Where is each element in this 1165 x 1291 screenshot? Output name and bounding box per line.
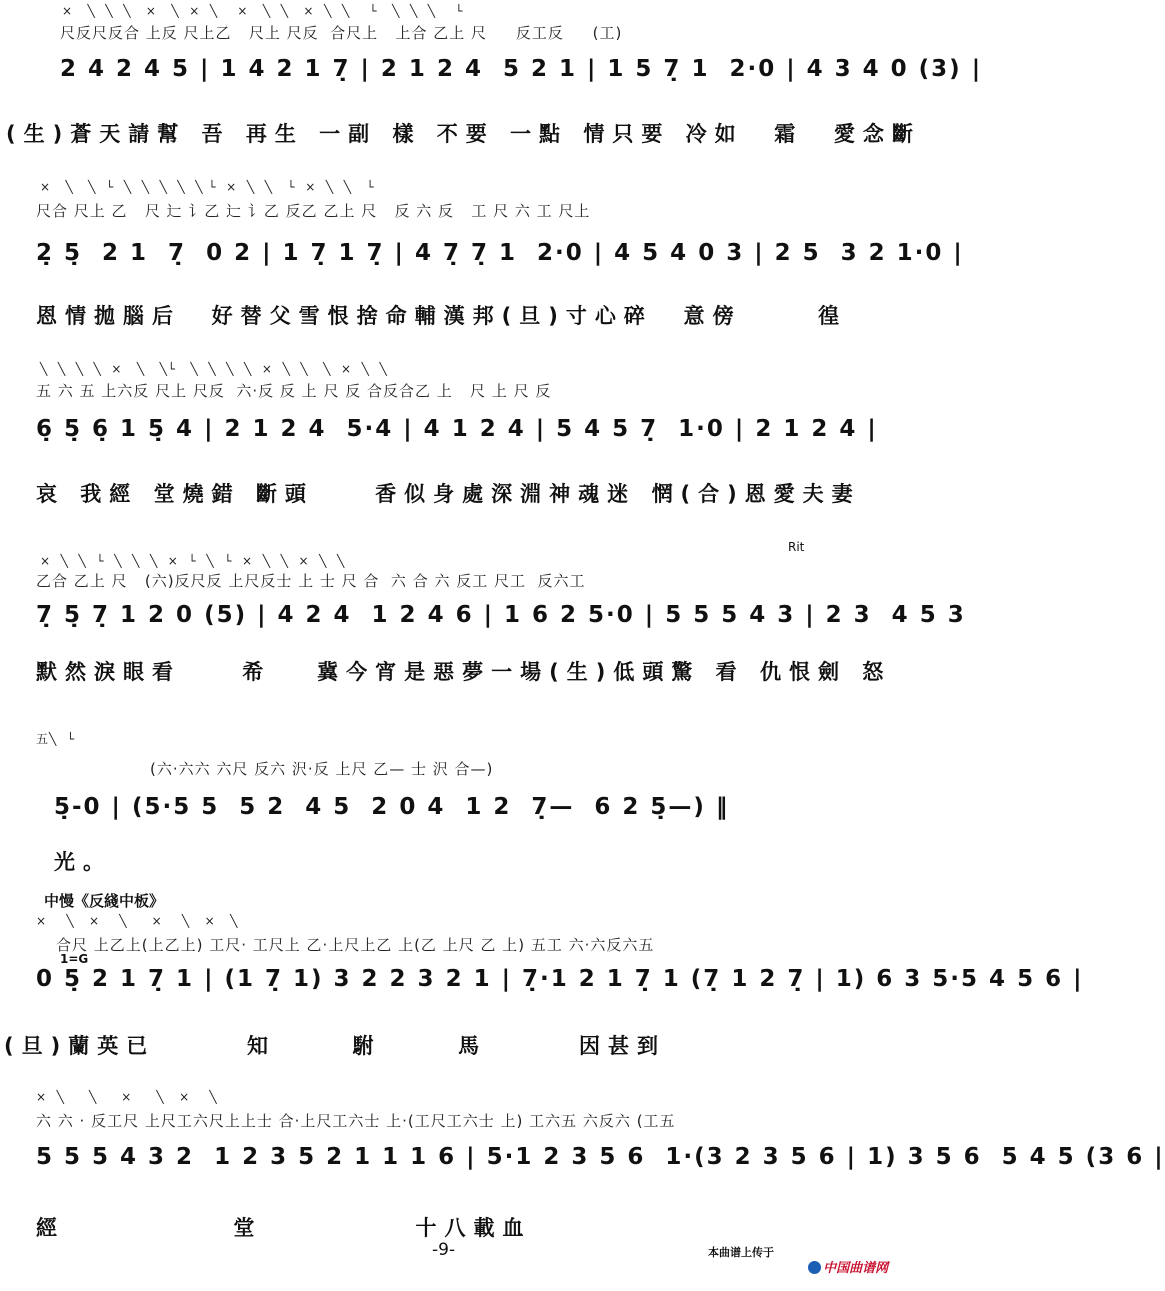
lyrics-line: 默然淚眼看 希 冀今宵是惡夢一場(生)低頭驚 看 仇恨劍 怒 — [36, 660, 892, 684]
jianpu-notation: 7̣ 5̣ 7̣ 1 2 0 (5) | 4 2 4 1 2 4 6 | 1 6 2 5·0 | 5 5 5 4 3 | 2 3 4 5 3 — [36, 602, 966, 628]
gongche-notation: 尺反尺反合 上反 尺上乙 尺上 尺反 合尺上 上合 乙上 尺 反工反 (工) — [60, 24, 623, 42]
lyrics-line: 光。 — [54, 850, 112, 874]
lyrics-line: 經 堂 十八載血 — [36, 1216, 532, 1240]
jianpu-notation: 5̣-0 | (5·5 5 5 2 4 5 2 0 4 1 2 7̣— 6 2 5̣—) ‖ — [54, 794, 730, 820]
ornament-marks: × ╲ ╲ └ ╲ ╲ ╲ ╲ ╲ └ × ╲ ╲ └ × ╲ ╲ └ — [40, 180, 375, 194]
ornament-marks: × ╲ ╲ ╲ × ╲ × ╲ × ╲ ╲ × ╲ ╲ └ ╲ ╲ ╲ └ — [62, 4, 464, 18]
ornament-marks: 五╲ └ — [36, 732, 76, 746]
page-number: -9- — [432, 1240, 456, 1260]
ornament-marks: × ╲ × ╲ × ╲ × ╲ — [36, 914, 239, 928]
lyrics-line: (生)蒼天請幫 吾 再生 一副 樣 不要 一點 情只要 冷如 霜 愛念斷 — [6, 122, 921, 146]
lyrics-line: (旦)蘭英已 知 駙 馬 因甚到 — [4, 1034, 667, 1058]
gongche-notation: 尺合 尺上 乙 尺 辷 讠乙 辷 讠乙 反乙 乙上 尺 反 六 反 工 尺 六 工 尺上 — [36, 202, 591, 220]
jianpu-notation: 2̣ 5̣ 2 1 7̣ 0 2 | 1 7̣ 1 7̣ | 4 7̣ 7̣ 1 2·0 | 4 5 4 0 3 | 2 5 3 2 1·0 | — [36, 240, 964, 266]
tempo-mark: Rit — [788, 540, 805, 554]
lyrics-line: 恩情拋腦后 好替父雪恨捨命輔漢邦(旦)寸心碎 意傍 徨 — [36, 304, 847, 328]
jianpu-notation: 5 5 5 4 3 2 1 2 3 5 2 1 1 1 6 | 5·1 2 3 5 6 1·(3 2 3 5 6 | 1) 3 5 6 5 4 5 (3 6 | — [36, 1144, 1165, 1170]
key-signature: 1=G — [60, 952, 89, 966]
site-logo — [790, 1242, 888, 1291]
ornament-marks: ╲ ╲ ╲ ╲ × ╲ ╲└ ╲ ╲ ╲ ╲ × ╲ ╲ ╲ × ╲ ╲ — [40, 362, 388, 376]
jianpu-notation: 0 5̣ 2 1 7̣ 1 | (1 7̣ 1) 3 2 2 3 2 1 | 7̣·1 2 1 7̣ 1 (7̣ 1 2 7̣ | 1) 6 3 5·5 4 5 6 | — [36, 966, 1084, 992]
upload-credit: 本曲谱上传于 — [708, 1246, 774, 1259]
gongche-notation: 五 六 五 上六反 尺上 尺反 六·反 反 上 尺 反 合反合乙 上 尺 上 尺 反 — [36, 382, 552, 400]
ornament-marks: × ╲ ╲ └ ╲ ╲ ╲ × └ ╲ └ × ╲ ╲ × ╲ ╲ — [40, 554, 346, 568]
site-logo-text: 中国曲谱网 — [823, 1261, 889, 1276]
globe-icon — [808, 1261, 821, 1274]
gongche-notation: (六·六六 六尺 反六 沢·反 上尺 乙— 士 沢 合—) — [150, 760, 494, 778]
jianpu-notation: 2 4 2 4 5 | 1 4 2 1 7̣ | 2 1 2 4 5 2 1 | 1 5 7̣ 1 2·0 | 4 3 4 0 (3) | — [60, 56, 983, 82]
ornament-marks: × ╲ ╲ × ╲ × ╲ — [36, 1090, 218, 1104]
gongche-notation: 合尺 上乙上(上乙上) 工尺· 工尺上 乙·上尺上乙 上(乙 上尺 乙 上) 五工 六·六反六五 — [56, 936, 655, 954]
gongche-notation: 六 六 · 反工尺 上尺工六尺上上士 合·上尺工六士 上·(工尺工六士 上) 工六五 六反六 (工五 — [36, 1112, 676, 1130]
lyrics-line: 哀 我經 堂燒錯 斷頭 香似身處深淵神魂迷 惘(合)恩愛夫妻 — [36, 482, 861, 506]
jianpu-notation: 6̣ 5̣ 6̣ 1 5̣ 4 | 2 1 2 4 5·4 | 4 1 2 4 | 5 4 5 7̣ 1·0 | 2 1 2 4 | — [36, 416, 878, 442]
section-title: 中慢《反綫中板》 — [44, 892, 165, 910]
gongche-notation: 乙合 乙上 尺 (六)反尺反 上尺反士 上 士 尺 合 六 合 六 反工 尺工 反六工 — [36, 572, 586, 590]
